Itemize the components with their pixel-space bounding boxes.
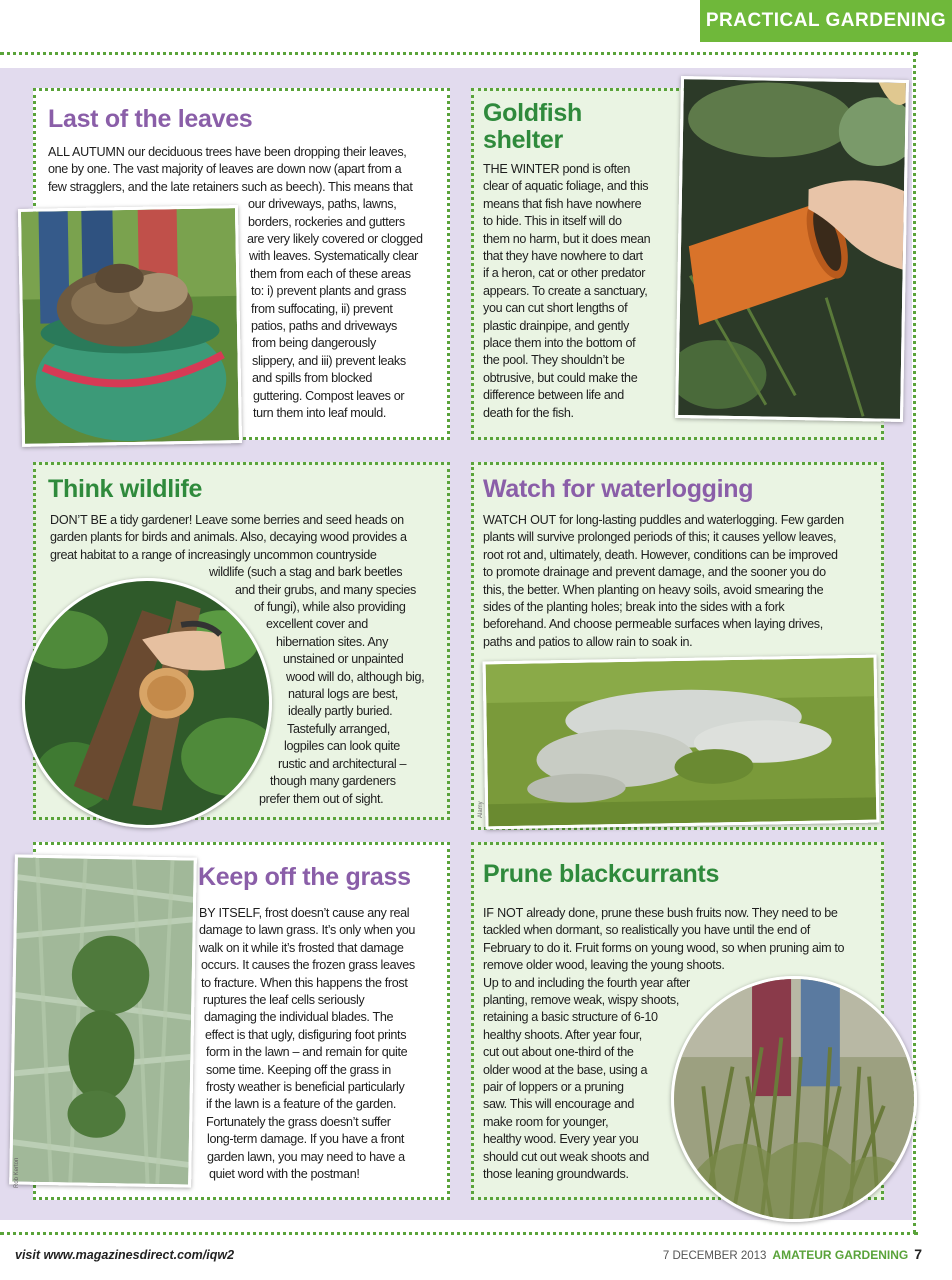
blackcurrants-line: should cut out weak shoots and xyxy=(483,1149,649,1164)
blackcurrants-line: pair of loppers or a pruning xyxy=(483,1080,624,1095)
wildlife-line: though many gardeners xyxy=(270,774,396,789)
waterlogging-line: this, the better. When planting on heavy soils, avoid smearing the xyxy=(483,582,824,597)
leaves-line: our driveways, paths, lawns, xyxy=(248,197,397,212)
goldfish-title-line: shelter xyxy=(483,126,563,154)
blackcurrants-line: Up to and including the fourth year after xyxy=(483,975,690,990)
wildlife-line: prefer them out of sight. xyxy=(259,791,384,806)
blackcurrants-line: tackled when dormant, so realistically you have until the end of xyxy=(483,923,810,938)
leaves-line: with leaves. Systematically clear xyxy=(249,249,419,264)
grass-line: quiet word with the postman! xyxy=(209,1167,360,1182)
wildlife-line: of fungi), while also providing xyxy=(254,600,406,615)
leaves-line: guttering. Compost leaves or xyxy=(253,388,405,403)
waterlogging-lead: WATCH OUT xyxy=(483,513,557,527)
leaves-line: turn them into leaf mould. xyxy=(253,406,387,421)
leaves-line: are very likely covered or clogged xyxy=(247,232,423,247)
grass-line: if the lawn is a feature of the garden. xyxy=(206,1097,397,1112)
wildlife-line: wood will do, although big, xyxy=(286,669,425,684)
goldfish-body xyxy=(483,161,650,422)
wildlife-line: a tidy gardener! Leave some berries and seed heads on xyxy=(106,513,404,527)
goldfish-line: the pool. They shouldn’t be xyxy=(483,353,625,368)
leaves-line: and spills from blocked xyxy=(252,371,373,386)
goldfish-line: appears. To create a sanctuary, xyxy=(483,283,648,298)
waterlogging-line: to promote drainage and prevent damage, and the sooner you do xyxy=(483,565,826,580)
bottom-divider xyxy=(0,1232,918,1235)
wildlife-line: logpiles can look quite xyxy=(284,739,400,754)
goldfish-title xyxy=(483,100,582,154)
wildlife-line: ideally partly buried. xyxy=(288,704,393,719)
goldfish-line: obtrusive, but could make the xyxy=(483,370,638,385)
grass-title: Keep off the grass xyxy=(198,863,411,891)
footer-info xyxy=(663,1246,922,1262)
blackcurrants-line: already done, prune these bush fruits now. They need to be xyxy=(523,906,838,920)
grass-line: occurs. It causes the frozen grass leaves xyxy=(201,958,415,973)
waterlogging-line: beforehand. And choose permeable surfaces when laying drives, xyxy=(483,617,823,632)
grass-line: Fortunately the grass doesn’t suffer xyxy=(206,1114,391,1129)
leaves-line: our deciduous trees have been dropping their leaves, xyxy=(124,145,407,159)
wildlife-line: rustic and architectural – xyxy=(278,756,407,771)
leaves-lead: ALL AUTUMN xyxy=(48,145,125,159)
wildlife-line: Tastefully arranged, xyxy=(287,721,390,736)
wildlife-line: great habitat to a range of increasingly uncommon countryside xyxy=(50,547,377,562)
goldfish-photo xyxy=(675,76,909,422)
blackcurrants-line: make room for younger, xyxy=(483,1114,609,1129)
wildlife-line: excellent cover and xyxy=(266,617,368,632)
grass-line: form in the lawn – and remain for quite xyxy=(206,1045,408,1060)
blackcurrants-line: healthy wood. Every year you xyxy=(483,1132,639,1147)
leaves-photo xyxy=(18,205,242,447)
leaves-line: borders, rockeries and gutters xyxy=(248,214,405,229)
wildlife-line: and their grubs, and many species xyxy=(235,582,416,597)
grass-body xyxy=(199,905,415,1184)
leaves-line: slippery, and iii) prevent leaks xyxy=(252,353,406,368)
grass-line: frost doesn’t cause any real xyxy=(261,906,410,920)
grass-lead: BY ITSELF, xyxy=(199,906,262,920)
blackcurrants-line: planting, remove weak, wispy shoots, xyxy=(483,993,679,1008)
waterlogging-line: sides of the planting holes; break into the sides with a fork xyxy=(483,600,785,615)
blackcurrants-line: those leaning groundwards. xyxy=(483,1167,629,1182)
goldfish-line: them no harm, but it does mean xyxy=(483,231,651,246)
grass-line: frosty weather is beneficial particularly xyxy=(206,1080,405,1095)
waterlogging-line: paths and patios to allow rain to soak in. xyxy=(483,634,693,649)
grass-line: ruptures the leaf cells seriously xyxy=(203,993,365,1008)
goldfish-title-line: Goldfish xyxy=(483,99,582,127)
leaves-line: from being dangerously xyxy=(252,336,376,351)
wildlife-line: wildlife (such a stag and bark beetles xyxy=(209,565,403,580)
goldfish-lead: THE WINTER xyxy=(483,162,560,176)
waterlogging-line: root rot and, ultimately, death. However, conditions can be improved xyxy=(483,547,838,562)
grass-line: to fracture. When this happens the frost xyxy=(201,975,408,990)
grass-line: damage to lawn grass. It’s only when you xyxy=(199,923,416,938)
leaves-line: from suffocating, ii) prevent xyxy=(251,301,393,316)
goldfish-line: that they have nowhere to dart xyxy=(483,249,643,264)
blackcurrants-line: healthy shoots. After year four, xyxy=(483,1027,642,1042)
top-divider xyxy=(0,52,918,55)
wildlife-lead: DON’T BE xyxy=(50,513,107,527)
blackcurrants-line: remove older wood, leaving the young shoots. xyxy=(483,958,725,973)
leaves-line: them from each of these areas xyxy=(250,266,411,281)
goldfish-line: to hide. This in itself will do xyxy=(483,214,622,229)
blackcurrants-line: February to do it. Fruit forms on young wood, so when pruning aim to xyxy=(483,940,845,955)
waterlogging-photo-credit: Alamy xyxy=(478,801,484,818)
grass-line: long-term damage. If you have a front xyxy=(207,1132,405,1147)
leaves-line: few stragglers, and the late retainers such as beech). This means that xyxy=(48,179,413,194)
waterlogging-line: for long-lasting puddles and waterlogging. Few garden xyxy=(556,513,844,527)
wildlife-line: natural logs are best, xyxy=(288,687,398,702)
footer-magazine: AMATEUR GARDENING xyxy=(772,1248,909,1262)
grass-photo-credit: Rob Kerton xyxy=(14,1157,20,1188)
section-header: PRACTICAL GARDENING xyxy=(700,0,952,42)
footer-visit-link[interactable]: visit www.magazinesdirect.com/iqw2 xyxy=(15,1248,235,1262)
leaves-line: one by one. The vast majority of leaves are down now (apart from a xyxy=(48,162,402,177)
grass-line: damaging the individual blades. The xyxy=(204,1010,394,1025)
leaves-title: Last of the leaves xyxy=(48,105,253,133)
blackcurrants-lead: IF NOT xyxy=(483,906,524,920)
goldfish-line: means that fish have nowhere xyxy=(483,196,642,211)
wildlife-photo xyxy=(22,578,272,828)
grass-line: walk on it while it’s frosted that damage xyxy=(199,940,404,955)
footer-page-number: 7 xyxy=(914,1246,922,1262)
goldfish-line: if a heron, cat or other predator xyxy=(483,266,646,281)
leaves-line: to: i) prevent plants and grass xyxy=(251,284,407,299)
footer-date: 7 DECEMBER 2013 xyxy=(662,1250,767,1262)
goldfish-line: pond is often xyxy=(559,162,631,176)
wildlife-title: Think wildlife xyxy=(48,475,203,503)
goldfish-line: plastic drainpipe, and gently xyxy=(483,318,629,333)
waterlogging-photo xyxy=(483,655,880,830)
blackcurrants-photo xyxy=(671,976,917,1222)
goldfish-line: clear of aquatic foliage, and this xyxy=(483,179,649,194)
waterlogging-line: plants will survive prolonged periods of this; it causes yellow leaves, xyxy=(483,530,837,545)
leaves-line: patios, paths and driveways xyxy=(251,319,397,334)
blackcurrants-line: retaining a basic structure of 6-10 xyxy=(483,1010,658,1025)
right-divider xyxy=(913,52,916,1234)
wildlife-line: unstained or unpainted xyxy=(283,652,404,667)
goldfish-line: you can cut short lengths of xyxy=(483,301,628,316)
goldfish-line: place them into the bottom of xyxy=(483,336,636,351)
goldfish-line: difference between life and xyxy=(483,388,624,403)
blackcurrants-line: cut out about one-third of the xyxy=(483,1045,634,1060)
blackcurrants-line: older wood at the base, using a xyxy=(483,1062,648,1077)
goldfish-line: death for the fish. xyxy=(483,405,574,420)
waterlogging-body xyxy=(483,512,844,651)
waterlogging-title: Watch for waterlogging xyxy=(483,475,754,503)
blackcurrants-title: Prune blackcurrants xyxy=(483,860,720,888)
grass-line: effect is that ugly, disfiguring foot prints xyxy=(205,1027,407,1042)
blackcurrants-line: saw. This will encourage and xyxy=(483,1097,634,1112)
grass-photo xyxy=(9,854,197,1187)
grass-line: some time. Keeping off the grass in xyxy=(206,1062,391,1077)
grass-line: garden lawn, you may need to have a xyxy=(207,1149,405,1164)
wildlife-line: hibernation sites. Any xyxy=(276,634,389,649)
wildlife-line: garden plants for birds and animals. Also, decaying wood provides a xyxy=(50,530,407,545)
